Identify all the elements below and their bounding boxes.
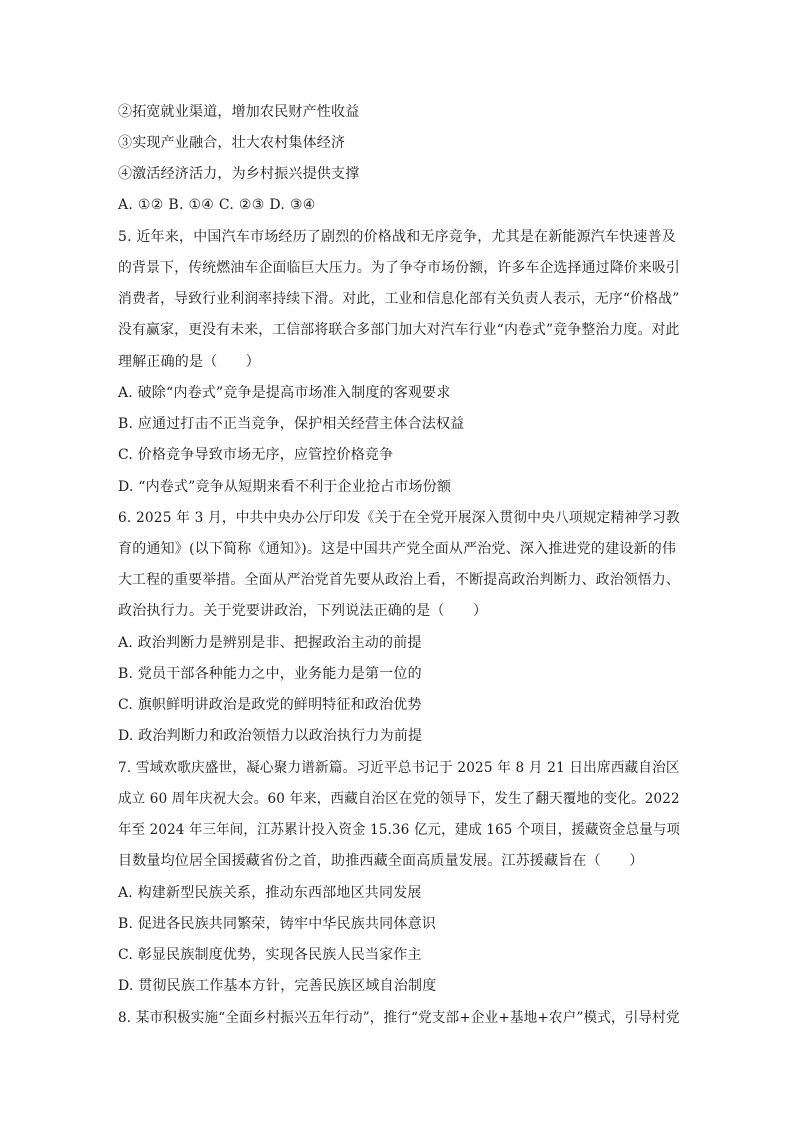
q7-option-c: C. 彰显民族制度优势，实现各民族人民当家作主 bbox=[118, 947, 422, 963]
q6-option-c: C. 旗帜鲜明讲政治是政党的鲜明特征和政治优势 bbox=[118, 697, 422, 713]
q4-item-3: ③实现产业融合，壮大农村集体经济 bbox=[118, 135, 346, 151]
q6-stem-line-1: 6. 2025 年 3 月，中共中央办公厅印发《关于在全党开展深入贯彻中央八项规定精神学习教 bbox=[118, 510, 680, 526]
q5-stem-line-1: 5. 近年来，中国汽车市场经历了剧烈的价格战和无序竞争，尤其是在新能源汽车快速普及 bbox=[118, 229, 677, 245]
q7-option-d: D. 贯彻民族工作基本方针，完善民族区域自治制度 bbox=[118, 978, 437, 994]
q8-stem-line-1: 8. 某市积极实施“全面乡村振兴五年行动”，推行“党支部+企业+基地+农户”模式，引导村党 bbox=[118, 1010, 680, 1026]
q4-item-2: ②拓宽就业渠道，增加农民财产性收益 bbox=[118, 104, 360, 120]
q5-option-d: D. “内卷式”竞争从短期来看不利于企业抢占市场份额 bbox=[118, 479, 452, 495]
q6-stem-line-2: 育的通知》(以下简称《通知》)。这是中国共产党全面从严治党、深入推进党的建设新的伟 bbox=[118, 541, 677, 557]
q6-option-a: A. 政治判断力是辨别是非、把握政治主动的前提 bbox=[118, 635, 422, 651]
q4-options: A. ①② B. ①④ C. ②③ D. ③④ bbox=[118, 197, 316, 213]
q5-stem-line-3: 消费者，导致行业利润率持续下滑。对此，工业和信息化部有关负责人表示，无序“价格战” bbox=[118, 291, 680, 307]
q7-option-a: A. 构建新型民族关系，推动东西部地区共同发展 bbox=[118, 885, 422, 901]
q5-stem-line-5: 理解正确的是（ ） bbox=[118, 354, 260, 370]
q6-stem-line-4: 政治执行力。关于党要讲政治，下列说法正确的是（ ） bbox=[118, 603, 488, 619]
q4-item-4: ④激活经济活力，为乡村振兴提供支撑 bbox=[118, 166, 360, 182]
q5-stem-line-4: 没有赢家，更没有未来，工信部将联合多部门加大对汽车行业“内卷式”竞争整治力度。对此 bbox=[118, 322, 680, 338]
q7-stem-line-3: 年至 2024 年三年间，江苏累计投入资金 15.36 亿元，建成 165 个项目，援藏资金总量与项 bbox=[118, 822, 681, 838]
q7-option-b: B. 促进各民族共同繁荣，铸牢中华民族共同体意识 bbox=[118, 916, 436, 932]
q5-option-c: C. 价格竞争导致市场无序，应管控价格竞争 bbox=[118, 447, 394, 463]
q7-stem-line-4: 目数量均位居全国援藏省份之首，助推西藏全面高质量发展。江苏援藏旨在（ ） bbox=[118, 853, 644, 869]
q7-stem-line-1: 7. 雪域欢歌庆盛世，凝心聚力谱新篇。习近平总书记于 2025 年 8 月 21 日出席西藏自治区 bbox=[118, 760, 680, 776]
q5-stem-line-2: 的背景下，传统燃油车企面临巨大压力。为了争夺市场份额，许多车企选择通过降价来吸引 bbox=[118, 260, 680, 276]
q6-option-d: D. 政治判断力和政治领悟力以政治执行力为前提 bbox=[118, 728, 423, 744]
q6-stem-line-3: 大工程的重要举措。全面从严治党首先要从政治上看，不断提高政治判断力、政治领悟力、 bbox=[118, 572, 680, 588]
q6-option-b: B. 党员干部各种能力之中，业务能力是第一位的 bbox=[118, 666, 422, 682]
q5-option-a: A. 破除“内卷式”竞争是提高市场准入制度的客观要求 bbox=[118, 385, 451, 401]
q5-option-b: B. 应通过打击不正当竞争，保护相关经营主体合法权益 bbox=[118, 416, 465, 432]
q7-stem-line-2: 成立 60 周年庆祝大会。60 年来，西藏自治区在党的领导下，发生了翻天覆地的变化。2022 bbox=[118, 791, 680, 807]
